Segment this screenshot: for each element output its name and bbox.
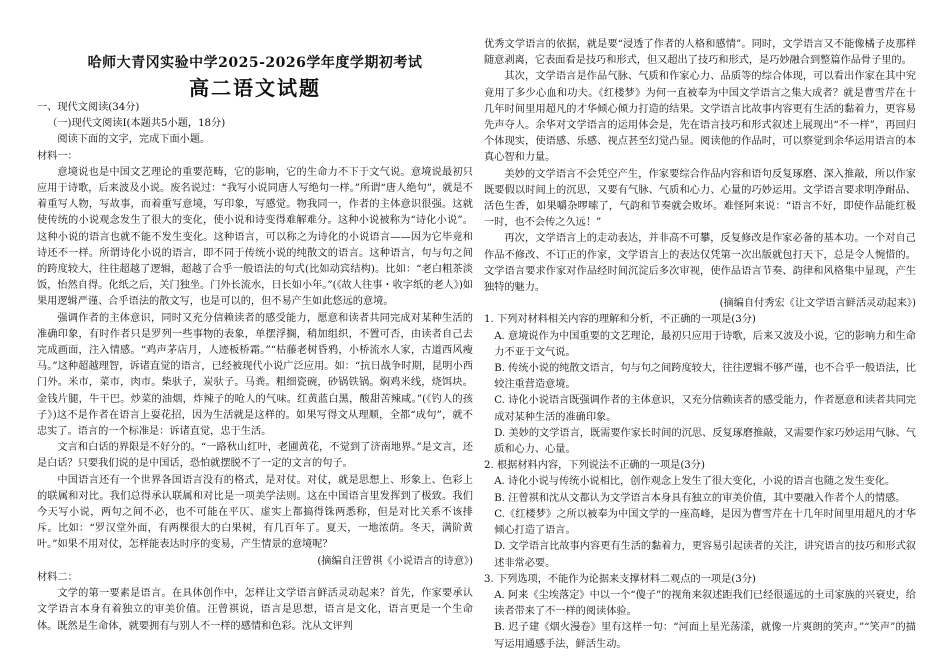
exam-title: 哈师大青冈实验中学2025-2026学年度学期初考试 [87,55,423,71]
instruction: 阅读下面的文字，完成下面小题。 [57,134,211,146]
question-1-option-a: A. 意境说作为中国重要的文艺理论，最初只应用于诗歌，后来又波及小说，它的影响力和生命力不亚于文气说。 [494,330,916,358]
question-2-option-c: C.《红楼梦》之所以被奉为中国文学的一座高峰，是因为曹雪芹在十几年时间里用超凡的才华倾心打造了语言。 [494,508,916,537]
material1-label: 材料一： [37,150,78,162]
material2-paragraph: 优秀文学语言的依据，就是要“浸透了作者的人格和感情”。同时，文学语言又不能像橘子皮那样随意剥离，它表面看是技巧和形式，但又超出了技巧和形式，是巧妙融合到整篇作品骨子里的。 [484,39,916,67]
material2-paragraph: 其次，文学语言是作品气脉、气质和作家心力、品质等的综合体现，可以看出作家在其中究竟用了多少心血和功夫。《红楼梦》为何一直被奉为中国文学语言之集大成者？就是曹雪芹在十几年时间里用超凡的才华倾心倾力打造的结果。文学语言比故事内容更有生活的黏着力，更容易先声夺人。余华对文学语言的运用体会是，先在语言技巧和形式叙述上展现出“不一样”，再回归个体现实，使语感、乐感、视点甚至幻觉凸显。阅读他的作品时，可以察觉到余华运用语言的本真心智和力量。 [484,71,916,164]
question-3-option-a: A. 阿来《尘埃落定》中以一个“傻子”的视角来叙述距我们已经很遥远的土司家族的兴衰史，给读者带来了不一样的阅读体验。 [494,589,916,618]
material2-paragraph: 美妙的文学语言不会凭空产生，作家要综合作品内容和语句反复琢磨、深入推敲，所以作家既要假以时间上的沉思，又要有气脉、气质和心力、心量的巧妙运用。文学语言要求明净耐品、活色生香，如果嚼杂啰嗦了，气韵和节奏就会败坏。难怪阿来说：“语言不好，即使作品能红极一时，也不会传之久远！” [484,168,916,229]
material2-label: 材料二： [37,571,78,583]
question-3-option-b: B. 迟子建《烟火漫卷》里有这样一句：“河面上星光荡漾，就像一片爽朗的笑声。”“笑声”的描写运用通感手法，鲜活生动。 [494,622,916,650]
question-3-stem: 3. 下列选项，不能作为论据来支撑材料二观点的一项是(3分) [484,573,756,585]
left-body [37,100,473,635]
material2-paragraph: 再次，文学语言上的走动表达，并非高不可攀，反复修改是作家必备的基本功。一个对自己作品不修改、不订正的作家，文学语言上的表达仅凭第一次出版就包打天下，总是令人惋惜的。文学语言要求作家对作品经时间沉淀后多次审视，使作品语言节奏、韵律和风格集中显现，产生独特的魅力。 [484,233,916,294]
subsection-heading: （一)现代文阅读Ⅰ(本题共5小题，18分) [47,118,226,130]
section-heading: 一、现代文阅读(34分) [37,102,140,113]
question-2-option-b: B. 汪曾祺和沈从文都认为文学语言本身具有独立的审美价值，其中要融入作者个人的情感。 [494,492,906,504]
material1-paragraph: 意境说也是中国文艺理论的重要范畴，它的影响，它的生命力不下于文气说。意境说最初只应用于诗歌，后来波及小说。废名说过：“我写小说同唐人写绝句一样。”所谓“唐人绝句”，就是不着重写人物，写故事，而着重写意境，写印象，写感觉。物我同一，作者的主体意识很强。这就使传统的小说观念发生了很大的变化，使小说和诗变得难解难分。这种小说被称为“诗化小说”。这种小说的语言也就不能不发生变化。这种语言，可以称之为诗化的小说语言——因为它毕竟和诗还不一样。所谓诗化小说的语言，即不同于传统小说的纯散文的语言。这种语言，句与句之间的跨度较大，往往超越了逻辑，超越了合乎一般语法的句式(比如动宾结构)。比如：“老白粗茶淡饭，怡然自得。化纸之后，关门独坐。门外长流水，日长如小年。”(《故人往事・收字纸的老人》)如果用逻辑严谨、合乎语法的散文写，也是可以的，但不易产生如此悠远的意境。 [37,166,473,308]
question-1-option-d: D. 美妙的文学语言，既需要作家长时间的沉思、反复琢磨推敲，又需要作家巧妙运用气脉、气质和心力、心量。 [494,427,916,456]
subject-title: 高二语文试题 [189,76,321,100]
question-2-option-d: D. 文学语言比故事内容更有生活的黏着力，更容易引起读者的关注，讲究语言的技巧和形式叙述非常必要。 [494,541,916,569]
material2-paragraph: 文学的第一要素是语言。在具体创作中，怎样让文学语言鲜活灵动起来？首先，作家要承认文学语言本身有着独立的审美价值。汪曾祺说，语言是思想，语言是文化，语言更是一个生命体。既然是生命体，就要拥有与别人不一样的感情和色彩。沈从文评判 [37,588,473,632]
question-1-stem: 1. 下列对材料相关内容的理解和分析，不正确的一项是(3分) [484,314,756,326]
question-1-option-b: B. 传统小说的纯散文语言，句与句之间跨度较大，往往逻辑不够严谨，也不合乎一般语法，比较注重营造意境。 [494,363,916,391]
material1-paragraph: 强调作者的主体意识，同时又充分信赖读者的感受能力，愿意和读者共同完成对某种生活的准确印象，有时作者只是罗列一些事物的表象，单摆浮搁，稍加组织，不置可否，由读者自己去完成画面，注入情感。“鸡声茅店月，人迹板桥霜。”“枯藤老树昏鸦，小桥流水人家，古道西风瘦马。”这种超越理智，诉诸直觉的语言，已经被现代小说广泛应用。如：“抗日战争时期，昆明小西门外。米市，菜市，肉市。柴驮子，炭驮子。马粪。粗细瓷碗，砂锅铁锅。焖鸡米线，烧饵块。金钱片腿，牛干巴。炒菜的油烟，炸辣子的呛人的气味。红黄蓝白黑，酸甜苦辣咸。”(《钓人的孩子》)这不是作者在语言上耍花招，因为生活就是这样的。如果写得文从理顺，全都“成句”，就不忠实了。语言的一个标准是：诉诸直觉，忠于生活。 [37,312,473,438]
question-2-stem: 2. 根据材料内容，下列说法不正确的一项是(3分) [484,460,705,472]
question-1-option-c: C. 诗化小说语言既强调作者的主体意识，又充分信赖读者的感受能力，作者愿意和读者共同完成对某种生活的准确印象。 [494,395,916,423]
material1-paragraph: 文言和白话的界限是不好分的。“一路秋山红叶，老圃黄花，不觉到了济南地界。”是文言，还是白话？只要我们说的是中国话，恐怕就摆脱不了一定的文言的句子。 [37,442,473,470]
right-column [484,37,916,653]
material1-paragraph: 中国语言还有一个世界各国语言没有的格式，是对仗。对仗，就是思想上、形象上、色彩上的联属和对比。我们总得承认联属和对比是一项美学法则。这在中国语言里发挥到了极致。我们今天写小说，两句之间不必，也不可能在平仄、虚实上都搞得铢两悉称，但是对比关系不该排斥。比如：“罗汉堂外面，有两棵很大的白果树，有几百年了。夏天，一地浓荫。冬天，满阶黄叶。”如果不用对仗，怎样能表达时序的变易，产生情景的意境呢？ [37,474,473,551]
material1-source: (摘编自汪曾祺《小说语言的诗意》) [317,555,473,567]
material2-source: (摘编自付秀宏《让文学语言鲜活灵动起来》) [719,298,916,310]
question-2-option-a: A. 诗化小说与传统小说相比，创作观念上发生了很大变化，小说的语言也随之发生变化。 [494,476,896,488]
